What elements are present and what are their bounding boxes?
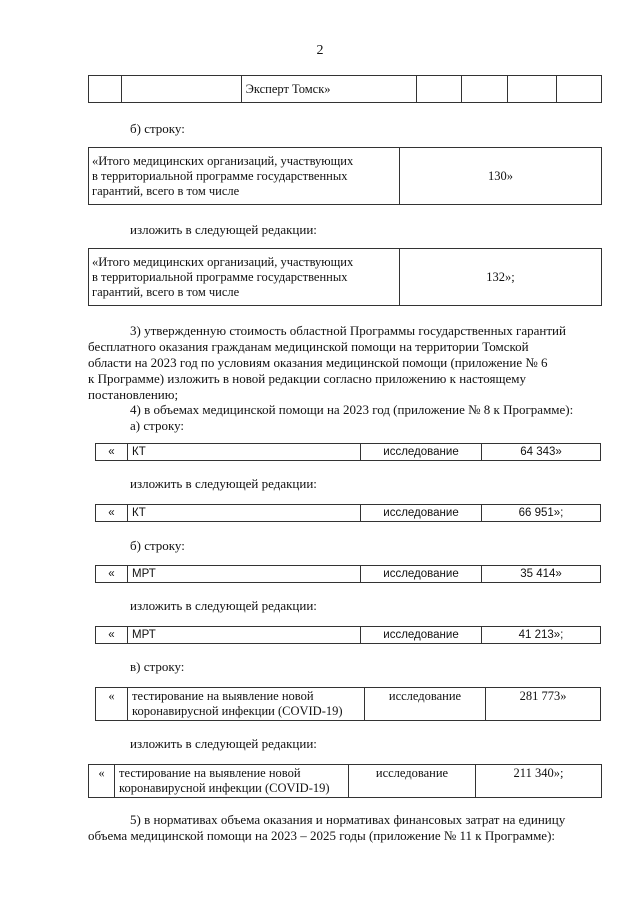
item-4a-heading: а) строку: <box>130 418 185 433</box>
covid-value-new: 211 340»; <box>476 765 602 798</box>
mrt-value-new: 41 213»; <box>482 627 601 644</box>
mrt-value-old: 35 414» <box>482 566 601 583</box>
item-4c-heading: в) строку: <box>130 659 185 674</box>
mrt-row-new: « МРТ исследование 41 213»; <box>95 626 601 644</box>
total-row-new <box>88 248 602 306</box>
covid-row-old: « тестирование на выявление новой коронавирусной инфекции (COVID-19) исследование 281 773» <box>95 687 601 721</box>
top-table-cell: Эксперт Томск» <box>241 76 417 103</box>
replace-text-4: изложить в следующей редакции: <box>130 736 317 751</box>
kt-row-new: « КТ исследование 66 951»; <box>95 504 601 522</box>
top-table <box>88 75 602 103</box>
page-number: 2 <box>316 43 324 58</box>
kt-name: КТ <box>128 444 361 461</box>
item-4-text: 4) в объемах медицинской помощи на 2023 год (приложение № 8 к Программе): <box>130 402 574 417</box>
kt-value-new: 66 951»; <box>482 505 601 522</box>
section-b-heading: б) строку: <box>130 121 185 136</box>
item-3-paragraph: 3) утвержденную стоимость областной Программы государственных гарантий бесплатного оказания гражданам медицинской помощи на территории Томской области на 2023 год по условиям оказания медицинской помощи (приложение № 6 к Программе) изложить в новой редакции согласно приложению к настоящему постановлению; <box>88 323 566 402</box>
total-row-old <box>88 147 602 205</box>
replace-text-1: изложить в следующей редакции: <box>130 222 317 237</box>
item-4b-heading: б) строку: <box>130 538 185 553</box>
kt-value-old: 64 343» <box>482 444 601 461</box>
total-label-old: «Итого медицинских организаций, участвующих в территориальной программе государственных гарантий, всего в том числе <box>89 148 400 205</box>
total-value-new: 132»; <box>400 249 602 306</box>
replace-text-2: изложить в следующей редакции: <box>130 476 317 491</box>
total-value-old: 130» <box>400 148 602 205</box>
covid-row-new: « тестирование на выявление новой коронавирусной инфекции (COVID-19) исследование 211 340»; <box>88 764 602 798</box>
item-5-paragraph: 5) в нормативах объема оказания и нормативах финансовых затрат на единицу объема медицинской помощи на 2023 – 2025 годы (приложение № 11 к Программе): <box>88 812 566 843</box>
replace-text-3: изложить в следующей редакции: <box>130 598 317 613</box>
total-label-new: «Итого медицинских организаций, участвующих в территориальной программе государственных гарантий, всего в том числе <box>89 249 400 306</box>
mrt-row-old: « МРТ исследование 35 414» <box>95 565 601 583</box>
covid-value-old: 281 773» <box>486 688 601 721</box>
covid-name-old: тестирование на выявление новой коронавирусной инфекции (COVID-19) <box>128 688 365 721</box>
covid-name-new: тестирование на выявление новой коронавирусной инфекции (COVID-19) <box>115 765 349 798</box>
kt-row-old: « КТ исследование 64 343» <box>95 443 601 461</box>
